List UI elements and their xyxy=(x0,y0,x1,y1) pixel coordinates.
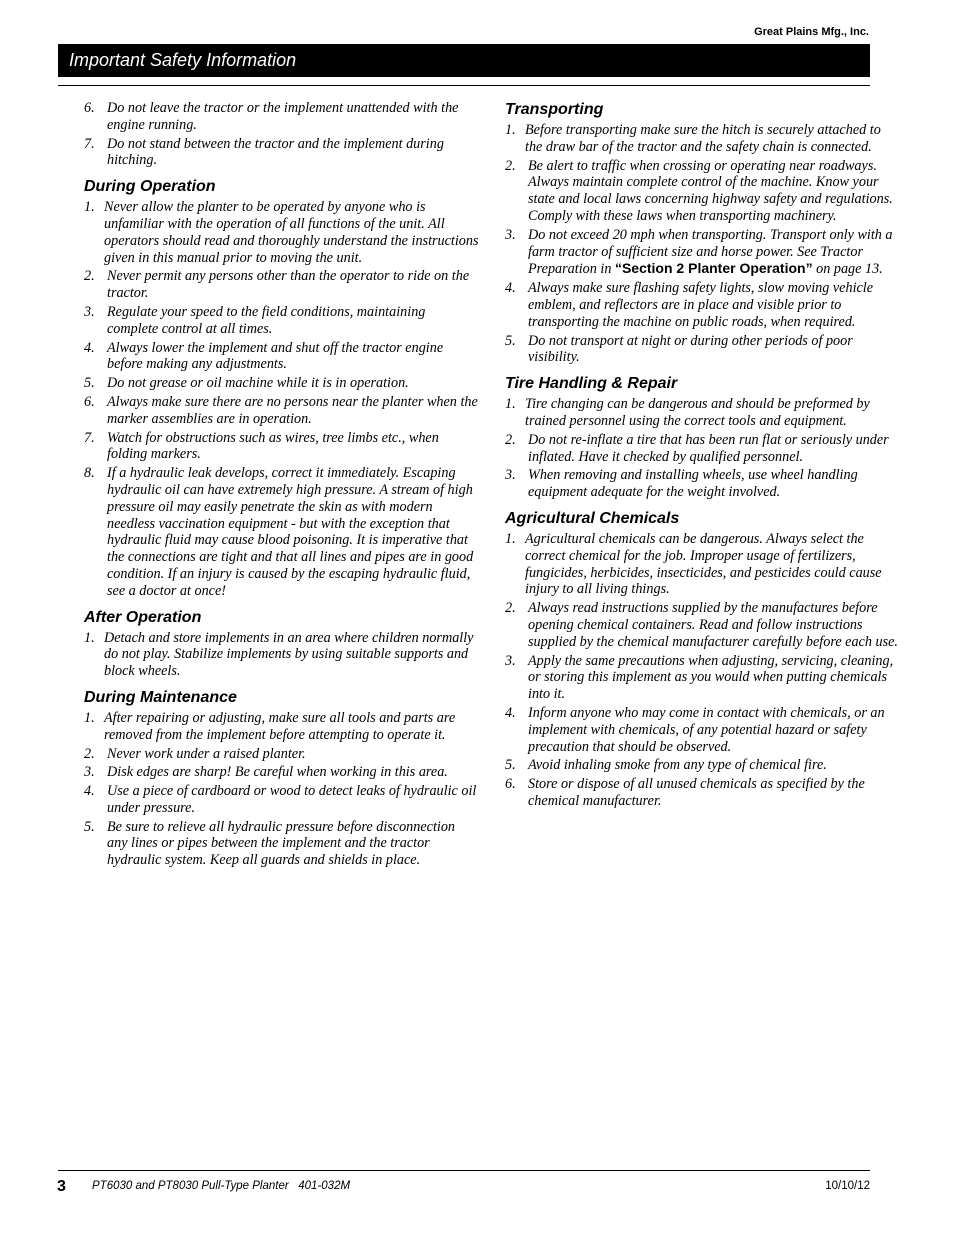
list-item xyxy=(84,430,479,464)
item-number: 6. xyxy=(505,776,516,793)
list-item xyxy=(505,705,900,755)
item-text-continued: on page 13. xyxy=(812,261,883,278)
list-item xyxy=(505,467,900,501)
list-item xyxy=(84,710,479,744)
item-text: Inform anyone who may come in contact with chemicals, or an implement with chemicals, of any potential hazard or safety precaution that should be observed. xyxy=(528,704,885,755)
section-reference-link[interactable]: “Section 2 Planter Operation” xyxy=(614,260,813,277)
item-text: Apply the same precautions when adjusting, servicing, cleaning, or storing this implement as you would when putting chemicals into it. xyxy=(528,652,894,703)
section-title-bar xyxy=(58,44,870,77)
item-number: 7. xyxy=(84,429,95,446)
item-text: If a hydraulic leak develops, correct it immediately. Escaping hydraulic oil can have extremely high pressure. A stream of high pressure oil may easily penetrate the skin as with modern needless vaccination equipment - but with the exception that hydraulic fluid may cause blood poisoning. It is imperative that the connections are tight and that all lines and pipes are in good condition. If an injury is caused by the escaping hydraulic fluid, see a doctor at once! xyxy=(107,465,474,599)
item-text: Store or dispose of all unused chemicals as specified by the chemical manufacturer. xyxy=(528,776,865,809)
agricultural-chemicals-list xyxy=(505,531,900,810)
heading-tire-handling: Tire Handling & Repair xyxy=(505,375,678,393)
item-number: 5. xyxy=(505,332,516,349)
item-text: Never permit any persons other than the operator to ride on the tractor. xyxy=(107,268,470,302)
heading-during-maintenance: During Maintenance xyxy=(84,688,237,706)
item-number: 3. xyxy=(84,303,95,320)
item-number: 1. xyxy=(84,709,95,726)
footer-date: 10/10/12 xyxy=(825,1180,870,1192)
item-text: Never work under a raised planter. xyxy=(107,745,306,762)
item-number: 4. xyxy=(505,704,516,721)
list-item xyxy=(84,783,479,817)
list-item xyxy=(505,531,900,598)
item-number: 4. xyxy=(505,280,516,297)
item-text: Do not re-inflate a tire that has been run flat or seriously under inflated. Have it checked by qualified personnel. xyxy=(528,431,889,465)
item-text: Tire changing can be dangerous and should be preformed by trained personnel using the correct tools and equipment. xyxy=(525,396,870,429)
list-item xyxy=(84,199,479,266)
list-item xyxy=(505,776,900,810)
item-number: 1. xyxy=(505,122,516,138)
item-text: Be sure to relieve all hydraulic pressure before disconnection any lines or pipes between the implement and the tractor hydraulic system. Keep all guards and shields in place. xyxy=(107,818,456,869)
item-text: Avoid inhaling smoke from any type of chemical fire. xyxy=(528,757,827,774)
left-column xyxy=(84,100,479,871)
item-number: 5. xyxy=(84,818,95,835)
item-text: Always lower the implement and shut off the tractor engine before making any adjustments. xyxy=(107,339,444,373)
item-text: Never allow the planter to be operated by anyone who is unfamiliar with the operation of all functions of the unit. All operators should read and thoroughly understand the instructions given in this manual prior to moving the unit. xyxy=(104,199,479,266)
item-text: Do not stand between the tractor and the implement during hitching. xyxy=(107,135,444,169)
item-number: 8. xyxy=(84,465,95,482)
heading-agricultural-chemicals: Agricultural Chemicals xyxy=(505,509,680,527)
company-name: Great Plains Mfg., Inc. xyxy=(754,26,869,38)
section-title: Important Safety Information xyxy=(69,50,297,70)
item-number: 1. xyxy=(84,629,95,646)
intro-list xyxy=(84,100,479,169)
item-number: 2. xyxy=(84,745,95,762)
item-number: 2. xyxy=(505,431,516,448)
item-text: Disk edges are sharp! Be careful when working in this area. xyxy=(107,764,448,781)
item-text: Always make sure flashing safety lights, slow moving vehicle emblem, and reflectors are in place and visible prior to transporting the machine on public roads, when required. xyxy=(528,280,874,330)
list-item xyxy=(505,653,900,703)
item-text: Do not transport at night or during other periods of poor visibility. xyxy=(528,332,853,366)
item-number: 4. xyxy=(84,339,95,356)
item-number: 4. xyxy=(84,783,95,800)
header-rule xyxy=(58,85,870,86)
item-text: Always read instructions supplied by the manufactures before opening chemical containers. Read and follow instructions supplied by the chemical manufacturer carefully before each use. xyxy=(528,600,898,650)
item-number: 5. xyxy=(84,375,95,392)
item-text: Use a piece of cardboard or wood to detect leaks of hydraulic oil under pressure. xyxy=(107,783,477,816)
list-item xyxy=(505,158,900,225)
list-item xyxy=(505,396,900,430)
list-item xyxy=(84,100,479,134)
heading-after-operation: After Operation xyxy=(84,608,202,626)
item-number: 5. xyxy=(505,757,516,774)
item-text: Do not grease or oil machine while it is in operation. xyxy=(107,375,409,392)
list-item xyxy=(505,757,900,774)
item-text: Watch for obstructions such as wires, tree limbs etc., when folding markers. xyxy=(107,429,439,463)
item-text: Be alert to traffic when crossing or operating near roadways. Always maintain complete control of the machine. Know your state and local laws concerning highway safety and regulations. Comply with these laws when transporting machinery. xyxy=(528,157,893,224)
item-text: When removing and installing wheels, use wheel handling equipment adequate for the weight involved. xyxy=(528,467,858,501)
during-operation-list xyxy=(84,199,479,599)
item-text: Before transporting make sure the hitch is securely attached to the draw bar of the tractor and the safety chain is connected. xyxy=(525,122,881,155)
item-text: Do not leave the tractor or the implement unattended with the engine running. xyxy=(107,100,459,133)
list-item xyxy=(84,394,479,428)
list-item xyxy=(84,136,479,170)
after-operation-list xyxy=(84,630,479,680)
item-number: 1. xyxy=(505,530,516,547)
list-item xyxy=(84,819,479,869)
list-item xyxy=(84,375,479,392)
item-number: 6. xyxy=(84,100,95,116)
item-text: Always make sure there are no persons near the planter when the marker assemblies are in operation. xyxy=(107,393,478,427)
item-number: 2. xyxy=(505,600,516,617)
item-text: Do not exceed 20 mph when transporting. Transport only with a farm tractor of sufficient size and horse power. See Tractor Preparation in xyxy=(528,226,893,278)
item-number: 2. xyxy=(84,268,95,285)
item-number: 7. xyxy=(84,135,95,152)
item-number: 3. xyxy=(505,226,516,243)
list-item xyxy=(505,280,900,330)
list-item xyxy=(84,764,479,781)
list-item xyxy=(84,630,479,680)
item-text: Detach and store implements in an area where children normally do not play. Stabilize implements by using suitable supports and block wheels. xyxy=(104,629,474,680)
item-number: 1. xyxy=(84,199,95,216)
item-number: 3. xyxy=(505,467,516,484)
item-number: 3. xyxy=(84,764,95,781)
list-item xyxy=(84,268,479,302)
tire-handling-list xyxy=(505,396,900,501)
list-item xyxy=(84,746,479,763)
page-number: 3 xyxy=(57,1178,66,1195)
list-item xyxy=(505,333,900,367)
list-item xyxy=(84,304,479,338)
list-item xyxy=(84,465,479,599)
during-maintenance-list xyxy=(84,710,479,869)
item-number: 2. xyxy=(505,157,516,174)
list-item xyxy=(505,122,900,156)
right-column xyxy=(505,100,900,812)
item-text: After repairing or adjusting, make sure all tools and parts are removed from the implement before attempting to operate it. xyxy=(104,709,456,743)
transporting-list xyxy=(505,122,900,366)
footer-rule xyxy=(58,1170,870,1171)
item-number: 3. xyxy=(505,652,516,669)
footer-document-title: PT6030 and PT8030 Pull-Type Planter 401-032M xyxy=(92,1180,351,1192)
item-number: 1. xyxy=(505,396,516,413)
list-item xyxy=(505,227,900,278)
item-text: Agricultural chemicals can be dangerous. Always select the correct chemical for the job. Improper usage of fertilizers, fungicides, herbicides, insecticides, and pesticides could cause injury to all living things. xyxy=(525,530,882,598)
heading-during-operation: During Operation xyxy=(84,178,216,196)
item-text: Regulate your speed to the field conditions, maintaining complete control at all times. xyxy=(107,303,426,337)
item-number: 6. xyxy=(84,393,95,410)
list-item xyxy=(505,600,900,650)
list-item xyxy=(84,340,479,374)
list-item xyxy=(505,432,900,466)
heading-transporting: Transporting xyxy=(505,101,604,118)
